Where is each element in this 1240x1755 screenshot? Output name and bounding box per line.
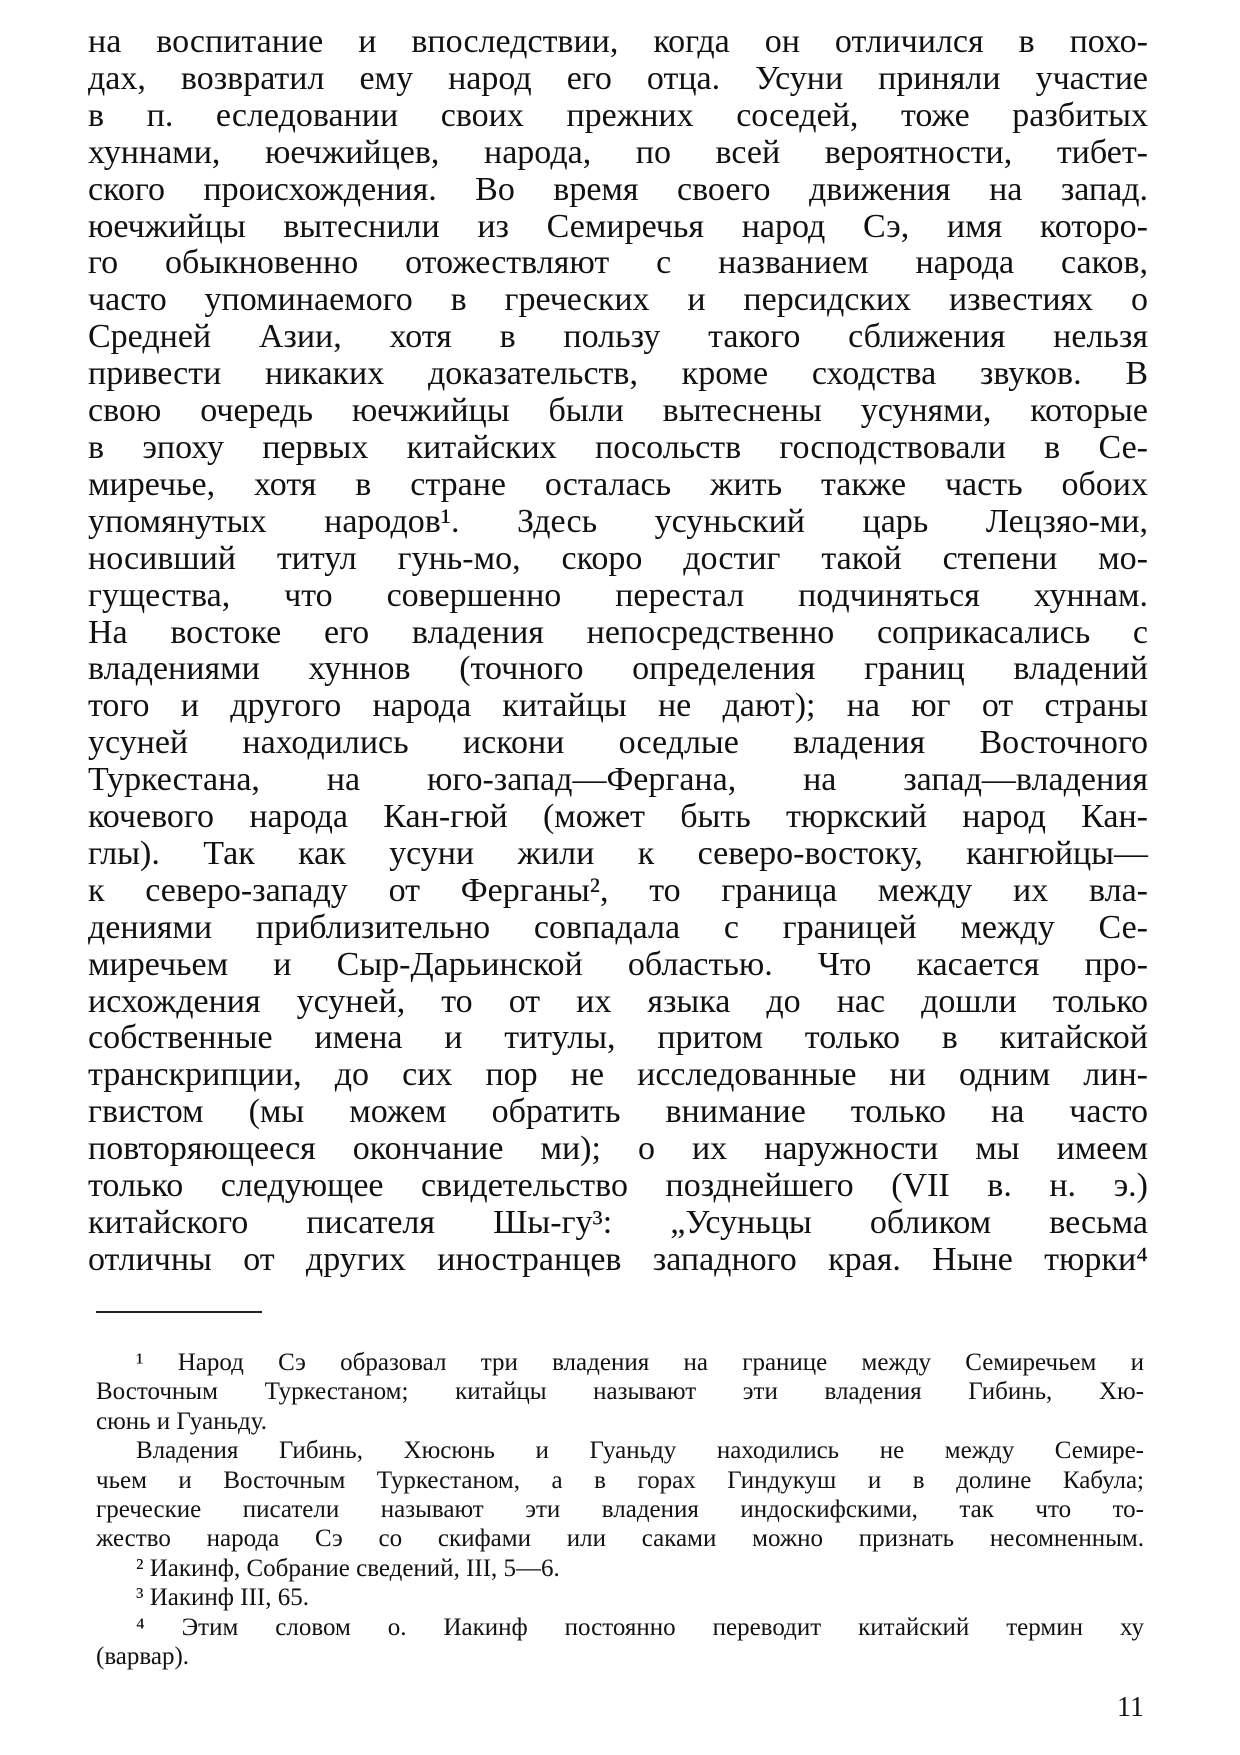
text-line: гвистом (мы можем обратить внимание только на часто <box>88 1093 1148 1131</box>
text-line: в п. еследовании своих прежних соседей, тоже разбитых <box>88 96 1148 134</box>
text-line: носивший титул гунь-мо, скоро достиг такой степени мо- <box>88 539 1148 577</box>
text-line: владениями хуннов (точного определения границ владений <box>88 650 1148 688</box>
text-line: гущества, что совершенно перестал подчиняться хуннам. <box>88 576 1148 614</box>
text-line: только следующее свидетельство позднейшего (VII в. н. э.) <box>88 1167 1148 1205</box>
text-line: дах, возвратил ему народ его отца. Усуни приняли участие <box>88 59 1148 97</box>
footnote-line: (варвар). <box>96 1643 190 1671</box>
footnote-divider <box>96 1311 262 1313</box>
main-text <box>88 24 1148 1279</box>
text-line: Средней Азии, хотя в пользу такого сближения нельзя <box>88 318 1148 356</box>
text-line: глы). Так как усуни жили к северо-востоку, кангюйцы— <box>88 834 1148 872</box>
text-line: На востоке его владения непосредственно соприкасались с <box>88 613 1148 651</box>
text-line: собственные имена и титулы, притом только в китайской <box>88 1019 1148 1057</box>
text-line: дениями приблизительно совпадала с границей между Се- <box>88 908 1148 946</box>
text-line: упомянутых народов¹. Здесь усуньский царь Лецзяо-ми, <box>88 502 1148 540</box>
text-line: Туркестана, на юго-запад—Фергана, на запад—владения <box>88 761 1148 799</box>
text-line: хуннами, юечжийцев, народа, по всей вероятности, тибет- <box>88 133 1148 171</box>
text-line: ского происхождения. Во время своего движения на запад. <box>88 170 1148 208</box>
text-line: того и другого народа китайцы не дают); на юг от страны <box>88 687 1148 725</box>
text-line: привести никаких доказательств, кроме сходства звуков. В <box>88 355 1148 393</box>
footnote-line: Восточным Туркестаном; китайцы называют эти владения Гибинь, Хю- <box>96 1378 1144 1406</box>
footnote-line: ³ Иакинф III, 65. <box>136 1584 309 1612</box>
footnote-line: ⁴ Этим словом о. Иакинф постоянно переводит китайский термин ху <box>136 1613 1144 1641</box>
text-line: кочевого народа Кан-гюй (может быть тюркский народ Кан- <box>88 798 1148 836</box>
footnote-line: ² Иакинф, Собрание сведений, III, 5—6. <box>136 1554 560 1582</box>
text-line: отличны от других иностранцев западного края. Ныне тюрки⁴ <box>88 1240 1148 1278</box>
text-line: на воспитание и впоследствии, когда он отличился в похо- <box>88 23 1148 60</box>
footnote-line: чьем и Восточным Туркестаном, а в горах Гиндукуш и в долине Кабула; <box>96 1466 1144 1494</box>
text-line: исхождения усуней, то от их языка до нас дошли только <box>88 982 1148 1020</box>
page-number: 11 <box>1117 1692 1144 1723</box>
text-line: миречьем и Сыр-Дарьинской областью. Что касается про- <box>88 945 1148 983</box>
text-line: усуней находились искони оседлые владения Восточного <box>88 724 1148 762</box>
text-line: повторяющееся окончание ми); о их наружности мы имеем <box>88 1130 1148 1168</box>
footnote-line: греческие писатели называют эти владения индоскифскими, так что то- <box>96 1496 1144 1524</box>
text-line: го обыкновенно отожествляют с названием народа саков, <box>88 244 1148 282</box>
footnote-line: жество народа Сэ со скифами или саками можно признать несомненным. <box>96 1525 1144 1553</box>
text-line: свою очередь юечжийцы были вытеснены усунями, которые <box>88 392 1148 430</box>
text-line: юечжийцы вытеснили из Семиречья народ Сэ, имя которо- <box>88 207 1148 245</box>
text-line: в эпоху первых китайских посольств господствовали в Се- <box>88 428 1148 466</box>
text-line: китайского писателя Шы-гу³: „Усуньцы обликом весьма <box>88 1204 1148 1241</box>
footnote-line: ¹ Народ Сэ образовал три владения на границе между Семиречьем и <box>136 1349 1144 1376</box>
text-line: к северо-западу от Ферганы², то граница между их вла- <box>88 871 1148 909</box>
footnote-line: сюнь и Гуаньду. <box>96 1407 267 1435</box>
footnotes <box>96 1348 1144 1671</box>
footnote-line: Владения Гибинь, Хюсюнь и Гуаньду находились не между Семире- <box>136 1437 1144 1465</box>
text-line: транскрипции, до сих пор не исследованные ни одним лин- <box>88 1056 1148 1094</box>
text-line: миречье, хотя в стране осталась жить также часть обоих <box>88 465 1148 503</box>
text-line: часто упоминаемого в греческих и персидских известиях о <box>88 281 1148 319</box>
